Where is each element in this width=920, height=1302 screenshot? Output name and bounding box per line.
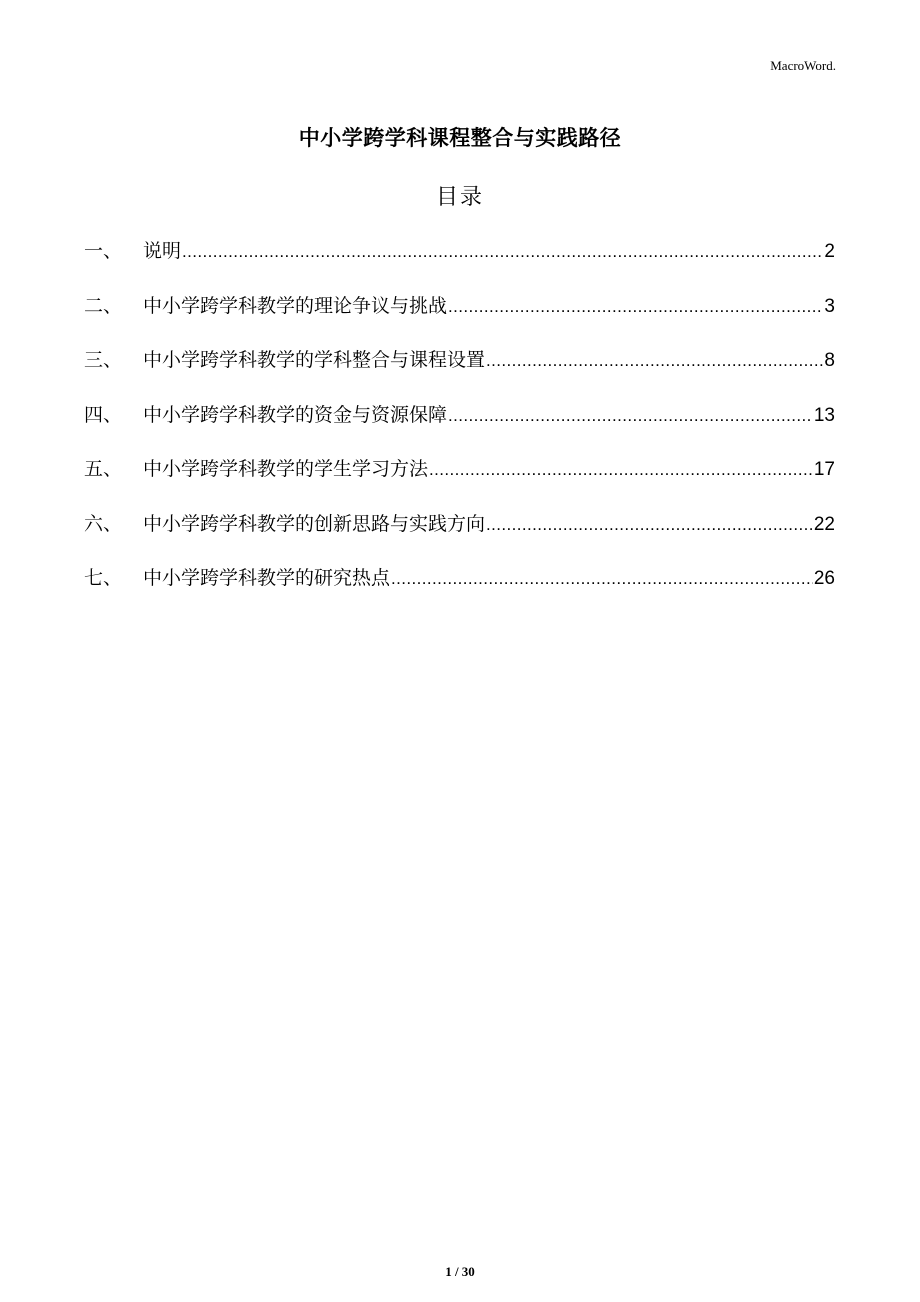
toc-dot-leader <box>391 564 813 594</box>
document-title: 中小学跨学科课程整合与实践路径 <box>298 126 622 150</box>
toc-entry-page[interactable]: 22 <box>813 513 835 535</box>
toc-entry[interactable] <box>84 454 835 509</box>
toc-entry-number: 七、 <box>84 567 123 589</box>
toc-entry-number: 二、 <box>84 294 123 317</box>
toc-entry[interactable] <box>84 400 835 455</box>
toc-dot-leader <box>429 455 813 485</box>
toc-entry-page[interactable]: 3 <box>824 295 835 317</box>
toc-entry-title[interactable]: 中小学跨学科教学的学生学习方法 <box>143 458 429 480</box>
toc-entry-number: 四、 <box>84 403 123 426</box>
toc-heading: 目录 <box>435 185 484 210</box>
toc-entry-page[interactable]: 26 <box>813 568 835 589</box>
toc-entry-page[interactable]: 2 <box>824 241 835 262</box>
toc-dot-leader <box>182 237 823 267</box>
toc-entry-title[interactable]: 中小学跨学科教学的资金与资源保障 <box>143 403 448 426</box>
toc-entry-title[interactable]: 说明 <box>143 240 182 262</box>
toc-dot-leader <box>448 292 823 322</box>
toc-entry-number: 五、 <box>84 458 123 480</box>
toc-entry[interactable] <box>84 563 835 618</box>
table-of-contents <box>84 236 835 618</box>
toc-entry-page[interactable]: 8 <box>824 350 835 371</box>
toc-dot-leader <box>448 401 813 431</box>
toc-entry-page[interactable]: 13 <box>813 404 835 426</box>
toc-entry-number: 三、 <box>84 349 123 371</box>
toc-entry-title[interactable]: 中小学跨学科教学的学科整合与课程设置 <box>143 349 486 371</box>
page-number-indicator: 1 / 30 <box>445 1264 475 1279</box>
toc-dot-leader <box>486 346 823 376</box>
toc-dot-leader <box>486 510 813 540</box>
toc-entry-page[interactable]: 17 <box>813 459 835 480</box>
toc-entry[interactable] <box>84 509 835 564</box>
toc-entry[interactable] <box>84 291 835 346</box>
toc-entry-number: 一、 <box>84 240 123 262</box>
toc-entry[interactable] <box>84 236 835 291</box>
toc-entry-title[interactable]: 中小学跨学科教学的研究热点 <box>143 567 391 589</box>
toc-entry-number: 六、 <box>84 512 123 535</box>
toc-entry[interactable] <box>84 345 835 400</box>
toc-entry-title[interactable]: 中小学跨学科教学的理论争议与挑战 <box>143 294 448 317</box>
header-brand: MacroWord. <box>770 58 836 73</box>
toc-entry-title[interactable]: 中小学跨学科教学的创新思路与实践方向 <box>143 512 486 535</box>
